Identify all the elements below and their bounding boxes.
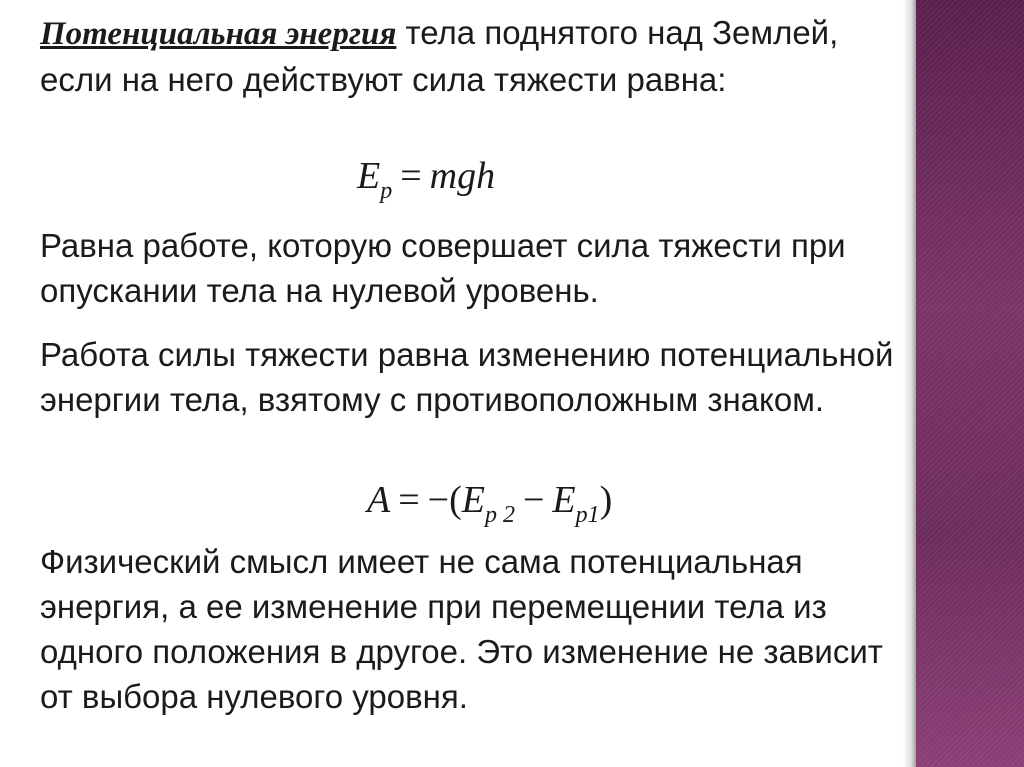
- formula2-equals: =: [398, 479, 420, 521]
- work-paragraph: Равна работе, которую совершает сила тяжести при опускании тела на нулевой уровень.: [40, 227, 846, 309]
- intro-paragraph: [40, 10, 900, 102]
- formula2-minus-paren: −(: [427, 479, 462, 521]
- formula2-lhs: A: [367, 479, 391, 521]
- formula1-equals: =: [400, 155, 422, 197]
- formula-work: [367, 478, 612, 529]
- formula-potential-energy: [357, 154, 495, 205]
- formula2-sub2: p1: [575, 502, 600, 528]
- formula2-minus: −: [522, 479, 545, 521]
- potential-energy-term: Потенциальная энергия: [40, 16, 397, 52]
- side-shadow: [903, 0, 917, 767]
- intro-rest: тела поднятого над Землей, если на него действуют сила тяжести равна:: [40, 14, 839, 98]
- formula2-E1: E: [461, 479, 485, 521]
- formula1-sub: p: [380, 178, 393, 204]
- formula1-E: E: [357, 155, 381, 197]
- formula2-close-paren: ): [599, 479, 613, 521]
- physical-meaning-paragraph: Физический смысл имеет не сама потенциальная энергия, а ее изменение при перемещении тела из одного положения в другое. Это изменение не зависит от выбора нулевого уровня.: [40, 543, 883, 715]
- formula2-sub1: p 2: [484, 502, 515, 528]
- formula1-rhs: mgh: [429, 155, 496, 197]
- formula2-E2: E: [552, 479, 576, 521]
- work-energy-paragraph: Работа силы тяжести равна изменению потенциальной энергии тела, взятому с противоположным знаком.: [40, 336, 894, 418]
- decorative-side-band: [916, 0, 1024, 767]
